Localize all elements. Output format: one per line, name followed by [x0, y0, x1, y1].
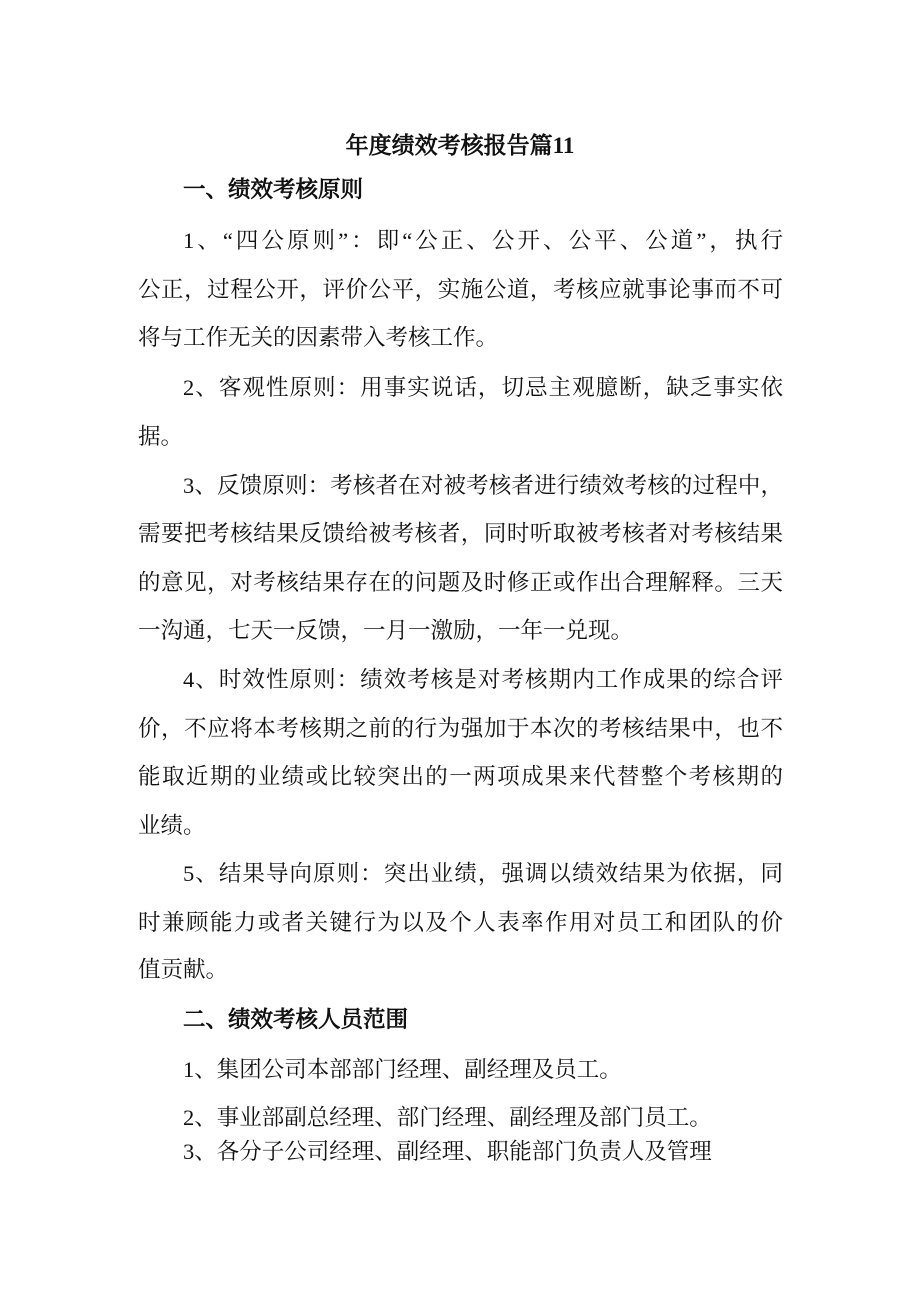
paragraph-line: 5、结果导向原则：突出业绩，强调以绩效结果为依据，同	[183, 861, 783, 886]
paragraph-line: 将与工作无关的因素带入考核工作。	[138, 325, 499, 350]
paragraph-line: 3、反馈原则：考核者在对被考核者进行绩效考核的过程中，	[183, 473, 783, 498]
paragraph-line: 3、各分子公司经理、副经理、职能部门负责人及管理	[183, 1139, 712, 1164]
paragraph-line: 2、事业部副总经理、部门经理、副经理及部门员工。	[183, 1105, 712, 1130]
paragraph-line: 公正，过程公开，评价公平，实施公道，考核应就事论事而不可	[138, 277, 783, 302]
paragraph-line: 据。	[138, 424, 184, 449]
section-heading: 一、绩效考核原则	[183, 177, 364, 202]
paragraph-line: 业绩。	[138, 813, 206, 838]
paragraph-line: 时兼顾能力或者关键行为以及个人表率作用对员工和团队的价	[138, 910, 783, 935]
paragraph-line: 的意见，对考核结果存在的问题及时修正或作出合理解释。三天	[138, 570, 783, 595]
paragraph-line: 价，不应将本考核期之前的行为强加于本次的考核结果中，也不	[138, 716, 783, 741]
paragraph-line: 1、集团公司本部部门经理、副经理及员工。	[183, 1057, 622, 1082]
paragraph-line: 值贡献。	[138, 957, 229, 982]
paragraph-line: 能取近期的业绩或比较突出的一两项成果来代替整个考核期的	[138, 764, 783, 789]
document-title: 年度绩效考核报告篇11	[345, 133, 575, 158]
section-heading: 二、绩效考核人员范围	[183, 1007, 409, 1032]
paragraph-line: 一沟通，七天一反馈，一月一激励，一年一兑现。	[138, 618, 634, 643]
paragraph-line: 2、客观性原则：用事实说话，切忌主观臆断，缺乏事实依	[183, 375, 783, 400]
paragraph-line: 4、时效性原则：绩效考核是对考核期内工作成果的综合评	[183, 667, 783, 692]
paragraph-line: 1、“四公原则”：即“公正、公开、公平、公道”，执行	[183, 228, 783, 253]
paragraph-line: 需要把考核结果反馈给被考核者，同时听取被考核者对考核结果	[138, 521, 783, 546]
